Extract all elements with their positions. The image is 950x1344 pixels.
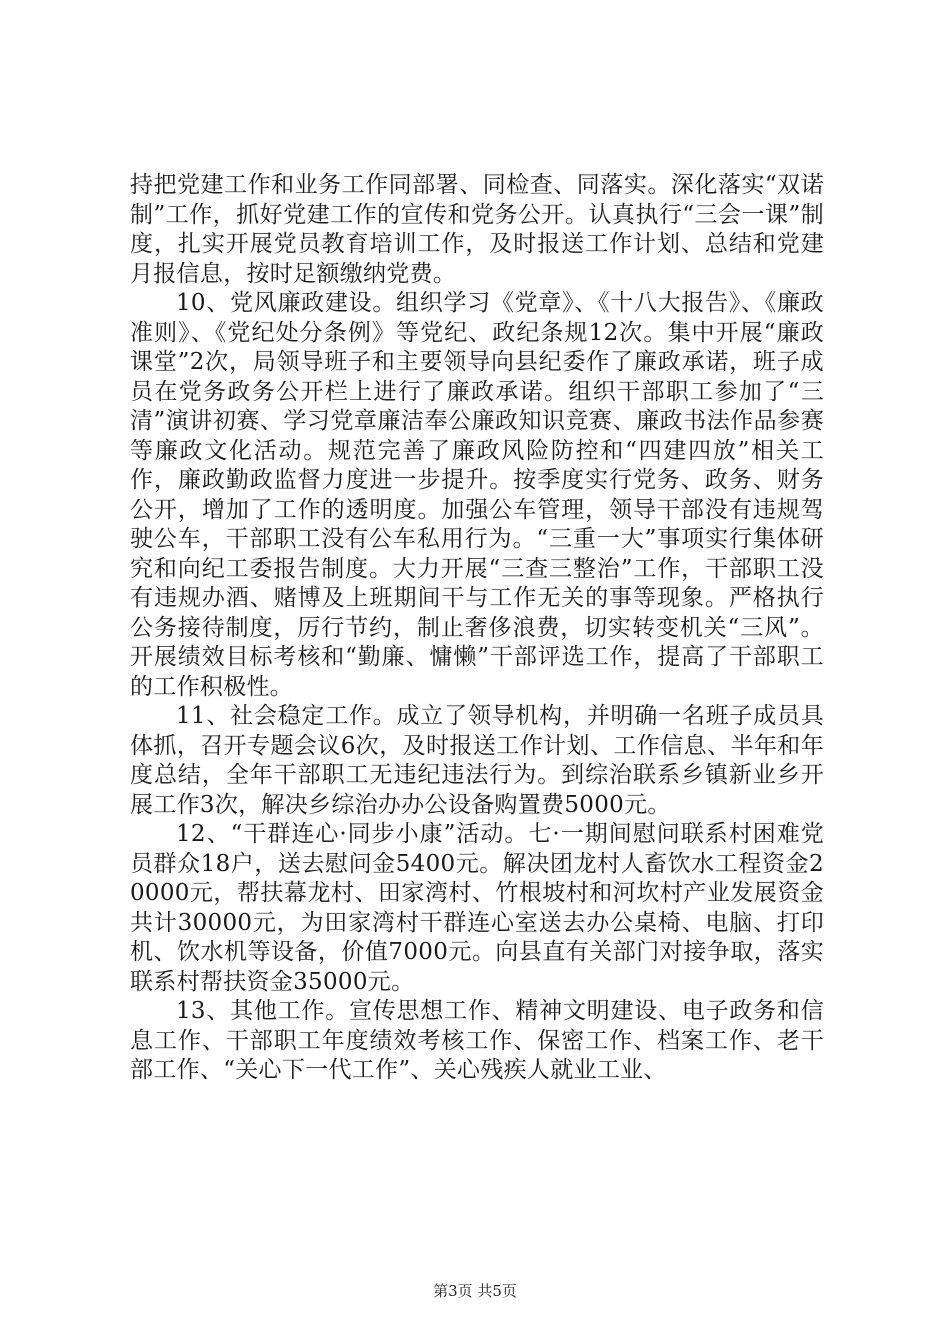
paragraph-10-party-integrity: 10、党风廉政建设。组织学习《党章》、《十八大报告》、《廉政准则》、《党纪处分条例》等党纪、政纪条规12次。集中开展“廉政课堂”2次，局领导班子和主要领导向县纪委作了廉政承诺，班子成员在党务政务公开栏上进行了廉政承诺。组织干部职工参加了“三清”演讲初赛、学习党章廉洁奉公廉政知识竞赛、廉政书法作品参赛等廉政文化活动。规范完善了廉政风险防控和“四建四放”相关工作，廉政勤政监督力度进一步提升。按季度实行党务、政务、财务公开，增加了工作的透明度。加强公车管理，领导干部没有违规驾驶公车，干部职工没有公车私用行为。“三重一大”事项实行集体研究和向纪工委报告制度。大力开展“三查三整治”工作，干部职工没有违规办酒、赌博及上班期间干与工作无关的事等现象。严格执行公务接待制度，厉行节约，制止奢侈浪费，切实转变机关“三风”。开展绩效目标考核和“勤廉、慵懒”干部评选工作，提高了干部职工的工作积极性。	[130, 290, 824, 700]
paragraph-continued: 持把党建工作和业务工作同部署、同检查、同落实。深化落实“双诺制”工作，抓好党建工作的宣传和党务公开。认真执行“三会一课”制度，扎实开展党员教育培训工作，及时报送工作计划、总结和党建月报信息，按时足额缴纳党费。	[130, 172, 824, 287]
document-body	[130, 171, 824, 1086]
paragraph-13-other-work: 13、其他工作。宣传思想工作、精神文明建设、电子政务和信息工作、干部职工年度绩效考核工作、保密工作、档案工作、老干部工作、“关心下一代工作”、关心残疾人就业工业、	[130, 998, 824, 1083]
page-number-footer: 第3页 共5页	[433, 1282, 517, 1300]
paragraph-12-cadre-masses-activity: 12、“干群连心·同步小康”活动。七·一期间慰问联系村困难党员群众18户，送去慰问金5400元。解决团龙村人畜饮水工程资金20000元，帮扶幕龙村、田家湾村、竹根坡村和河坎村产业发展资金共计30000元，为田家湾村干群连心室送去办公桌椅、电脑、打印机、饮水机等设备，价值7000元。向县直有关部门对接争取，落实联系村帮扶资金35000元。	[130, 821, 824, 995]
paragraph-11-social-stability: 11、社会稳定工作。成立了领导机构，并明确一名班子成员具体抓，召开专题会议6次，及时报送工作计划、工作信息、半年和年度总结，全年干部职工无违纪违法行为。到综治联系乡镇新业乡开展工作3次，解决乡综治办办公设备购置费5000元。	[130, 703, 824, 818]
